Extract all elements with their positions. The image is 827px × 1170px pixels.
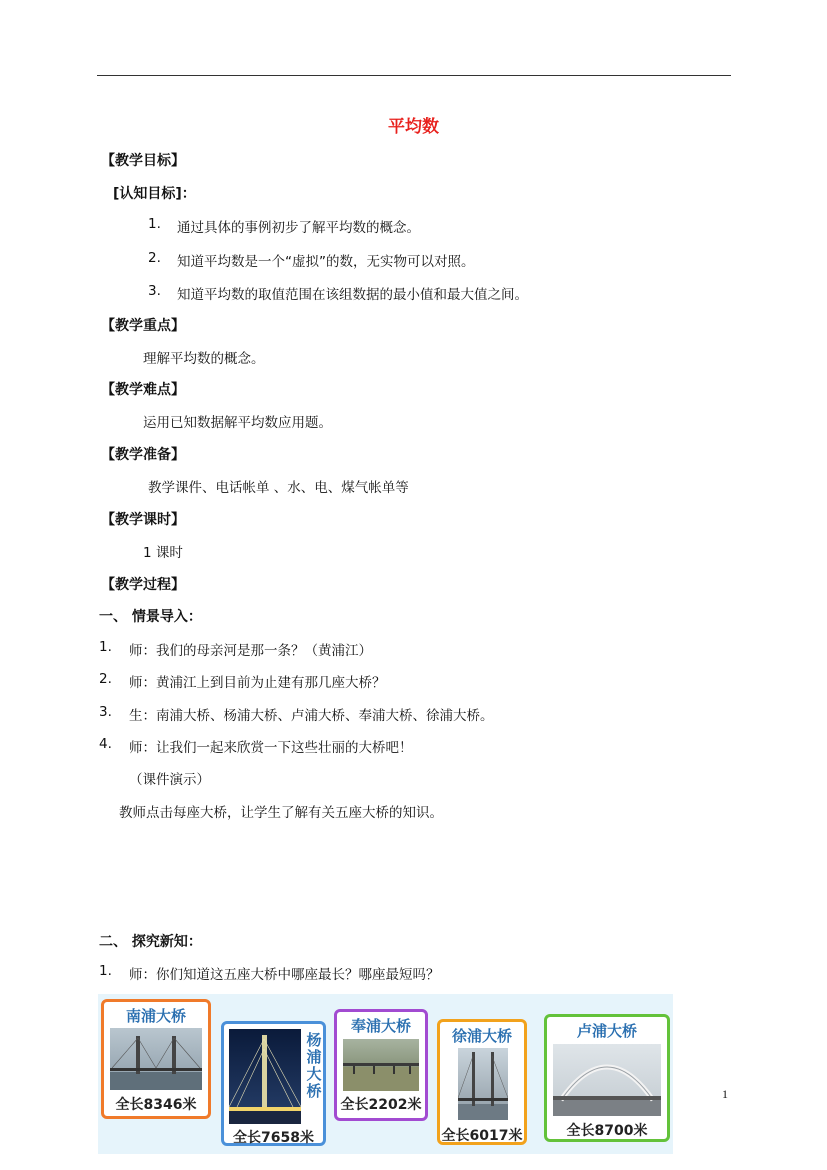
goal-num-2: 2. [148,250,161,266]
bridge-photo-lupu [553,1044,661,1116]
bridge-photo-nanpu [110,1028,202,1090]
bridge-photo-fengpu [343,1039,419,1091]
part1-text-2: 师：黄浦江上到目前为止建有那几座大桥？ [129,675,386,691]
difficulty-text: 运用已知数据解平均数应用题。 [143,415,332,431]
bridge-length-xupu: 全长6017米 [441,1128,523,1144]
part1-num-1: 1. [99,639,112,655]
key-header: 【教学重点】 [101,318,185,334]
bridge-name-lupu: 卢浦大桥 [576,1022,637,1040]
bridge-length-fengpu: 全长2202米 [340,1097,422,1113]
part2-header: 二、 探究新知： [99,934,202,950]
part1-num-2: 2. [99,671,112,687]
bridge-name-xupu: 徐浦大桥 [451,1027,512,1045]
part2-num-1: 1. [99,963,112,979]
bridge-card-xupu [437,1019,527,1145]
cognitive-header: [认知目标]： [113,186,196,202]
difficulty-header: 【教学难点】 [101,382,185,398]
part1-text-3: 生：南浦大桥、杨浦大桥、卢浦大桥、奉浦大桥、徐浦大桥。 [129,708,494,724]
part2-text-1: 师：你们知道这五座大桥中哪座最长？哪座最短吗？ [129,967,440,983]
bridges-banner [98,994,673,1154]
bridge-length-lupu: 全长8700米 [566,1123,648,1139]
goal-text-3: 知道平均数的取值范围在该组数据的最小值和最大值之间。 [177,287,528,303]
process-header: 【教学过程】 [101,577,185,593]
page-number: 1 [722,1087,728,1101]
bridge-name-fengpu: 奉浦大桥 [350,1017,411,1035]
bridge-card-nanpu [101,999,211,1119]
goal-num-1: 1. [148,216,161,232]
page-title: 平均数 [388,117,439,137]
part1-text-4: 师：让我们一起来欣赏一下这些壮丽的大桥吧！ [129,740,413,756]
bridge-name-nanpu: 南浦大桥 [125,1007,186,1025]
bridge-photo-yangpu [229,1029,301,1124]
bridge-name-yangpu: 杨浦大桥 [306,1031,322,1100]
part1-text-1: 师：我们的母亲河是那一条？（黄浦江） [129,643,372,659]
goal-text-2: 知道平均数是一个“虚拟”的数，无实物可以对照。 [177,254,475,270]
bridge-length-yangpu: 全长7658米 [233,1130,314,1146]
prep-header: 【教学准备】 [101,447,185,463]
header-rule [97,75,731,76]
hours-text: 1 课时 [143,545,183,561]
bridge-card-fengpu [334,1009,428,1121]
part1-header: 一、 情景导入： [99,609,202,625]
part1-num-4: 4. [99,736,112,752]
demo-text: （课件演示） [129,772,210,788]
bridge-photo-xupu [458,1048,508,1120]
teacher-text: 教师点击每座大桥，让学生了解有关五座大桥的知识。 [119,805,443,821]
key-text: 理解平均数的概念。 [143,351,265,367]
goal-num-3: 3. [148,283,161,299]
hours-header: 【教学课时】 [101,512,185,528]
bridge-length-nanpu: 全长8346米 [115,1097,197,1113]
bridge-card-yangpu [221,1021,326,1146]
bridge-card-lupu [544,1014,670,1142]
goals-header: 【教学目标】 [101,153,185,169]
prep-text: 教学课件、电话帐单 、水、电、煤气帐单等 [148,480,409,496]
goal-text-1: 通过具体的事例初步了解平均数的概念。 [177,220,420,236]
part1-num-3: 3. [99,704,112,720]
